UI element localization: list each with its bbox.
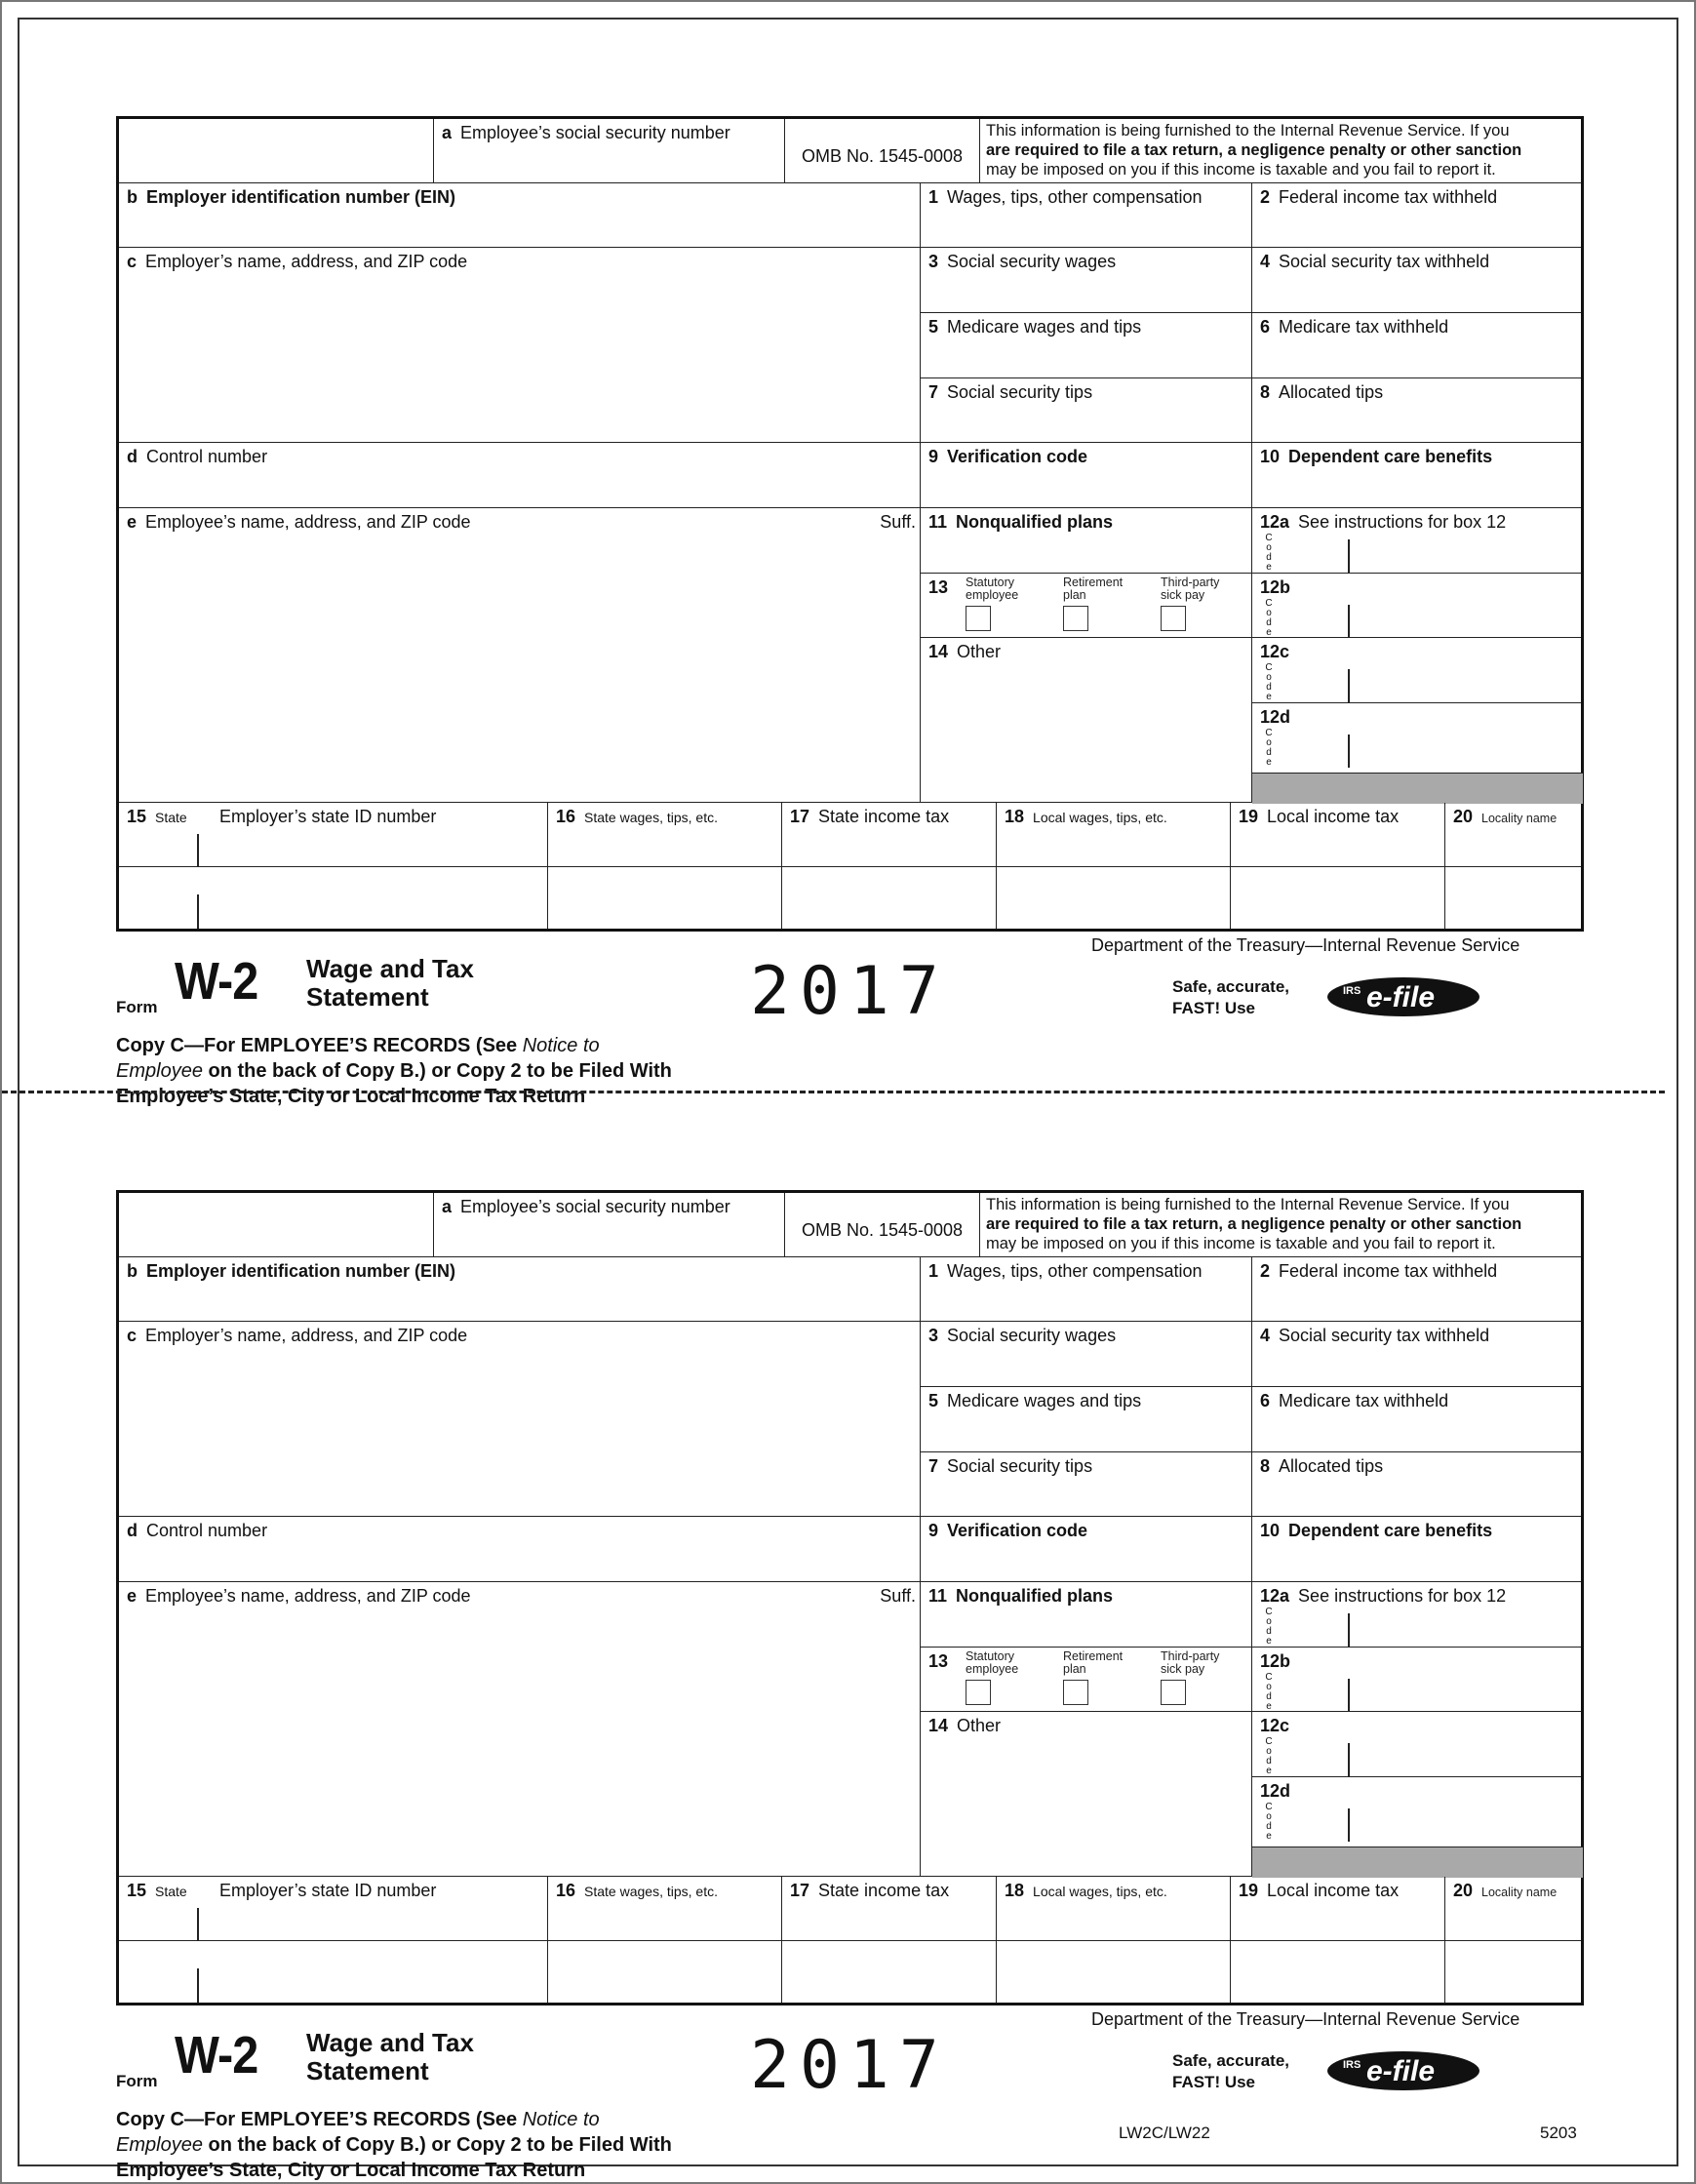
box-4[interactable]: 4 Social security tax withheld (1252, 1322, 1581, 1387)
box-e[interactable]: e Employee’s name, address, and ZIP code Suff. (119, 508, 921, 803)
local-row-2-wages[interactable] (997, 867, 1231, 929)
efile-slogan: Safe, accurate, FAST! Use (1172, 977, 1290, 1017)
suffix-label: Suff. (880, 512, 916, 532)
statutory-employee-checkbox[interactable] (966, 606, 991, 631)
box-12-shaded-area (1252, 773, 1583, 804)
state-row-2-tax[interactable] (782, 1941, 997, 2003)
blank-corner (119, 1193, 434, 1257)
box-16[interactable]: 16 State wages, tips, etc. (548, 803, 782, 867)
svg-text:e-file: e-file (1366, 981, 1436, 1013)
box-20[interactable]: 20 Locality name (1445, 1877, 1581, 1941)
local-row-2-locality[interactable] (1445, 1941, 1581, 2003)
box-18[interactable]: 18 Local wages, tips, etc. (997, 1877, 1231, 1941)
irs-notice: This information is being furnished to the Internal Revenue Service. If you are required to file a tax return, a negligence penalty or other sanction may be imposed on you if this income is taxable and you fail to report it. (980, 1193, 1581, 1257)
omb-number: OMB No. 1545-0008 (785, 1193, 980, 1257)
box-11[interactable]: 11 Nonqualified plans (921, 1582, 1252, 1648)
box-5[interactable]: 5 Medicare wages and tips (921, 313, 1252, 378)
box-12d[interactable]: 12d C o d e (1252, 703, 1581, 773)
box-6[interactable]: 6 Medicare tax withheld (1252, 313, 1581, 378)
box-e[interactable]: e Employee’s name, address, and ZIP code Suff. (119, 1582, 921, 1877)
copy-designation: Copy C—For EMPLOYEE’S RECORDS (See Notice to Employee on the back of Copy B.) or Copy 2 to be Filed With Employee’s State, City or Local Income Tax Return (116, 1035, 672, 1107)
box-b[interactable]: b Employer identification number (EIN) (119, 1257, 921, 1322)
box-4[interactable]: 4 Social security tax withheld (1252, 248, 1581, 313)
tax-year: 2017 (750, 2027, 949, 2104)
box-7[interactable]: 7 Social security tips (921, 378, 1252, 443)
box-d[interactable]: d Control number (119, 443, 921, 508)
box-12-shaded-area (1252, 1846, 1583, 1878)
box-14[interactable]: 14 Other (921, 638, 1252, 803)
box-10[interactable]: 10 Dependent care benefits (1252, 1517, 1581, 1582)
department-line: Department of the Treasury—Internal Revenue Service (1091, 2009, 1520, 2029)
box-3[interactable]: 3 Social security wages (921, 248, 1252, 313)
local-row-2-tax[interactable] (1231, 867, 1445, 929)
local-row-2-locality[interactable] (1445, 867, 1581, 929)
tax-year: 2017 (750, 953, 949, 1030)
w2-box-grid (116, 116, 1584, 932)
box-c[interactable]: c Employer’s name, address, and ZIP code (119, 248, 921, 443)
form-footer (116, 932, 1584, 1107)
w2-copy-top (116, 116, 1584, 1107)
box-9[interactable]: 9 Verification code (921, 1517, 1252, 1582)
box-12a[interactable]: 12a See instructions for box 12 C o d e (1252, 1582, 1581, 1648)
form-name: W-2 (175, 2026, 258, 2085)
w2-box-grid (116, 1190, 1584, 2005)
retirement-plan-checkbox[interactable] (1063, 606, 1088, 631)
box-13: 13 Statutory employee Retirement plan Third-party sick pay (921, 574, 1252, 638)
box-3[interactable]: 3 Social security wages (921, 1322, 1252, 1387)
department-line: Department of the Treasury—Internal Revenue Service (1091, 935, 1520, 955)
box-18[interactable]: 18 Local wages, tips, etc. (997, 803, 1231, 867)
w2-copy-bottom (116, 1190, 1584, 2181)
omb-number: OMB No. 1545-0008 (785, 119, 980, 183)
local-row-2-wages[interactable] (997, 1941, 1231, 2003)
irs-notice: This information is being furnished to the Internal Revenue Service. If you are required to file a tax return, a negligence penalty or other sanction may be imposed on you if this income is taxable and you fail to report it. (980, 119, 1581, 183)
state-row-2-wages[interactable] (548, 1941, 782, 2003)
box-15-state[interactable]: 15 State Employer’s state ID number (119, 1877, 548, 1941)
box-1[interactable]: 1 Wages, tips, other compensation (921, 183, 1252, 248)
box-20[interactable]: 20 Locality name (1445, 803, 1581, 867)
form-word: Form (116, 2072, 158, 2090)
box-b[interactable]: b Employer identification number (EIN) (119, 183, 921, 248)
perforation-line (2, 1091, 1665, 1093)
box-8[interactable]: 8 Allocated tips (1252, 378, 1581, 443)
svg-text:e-file: e-file (1366, 2055, 1436, 2087)
box-12a[interactable]: 12a See instructions for box 12 C o d e (1252, 508, 1581, 574)
form-word: Form (116, 998, 158, 1016)
box-8[interactable]: 8 Allocated tips (1252, 1452, 1581, 1517)
box-19[interactable]: 19 Local income tax (1231, 803, 1445, 867)
statutory-employee-checkbox[interactable] (966, 1680, 991, 1705)
box-17[interactable]: 17 State income tax (782, 1877, 997, 1941)
efile-slogan: Safe, accurate, FAST! Use (1172, 2051, 1290, 2091)
retirement-plan-checkbox[interactable] (1063, 1680, 1088, 1705)
box-7[interactable]: 7 Social security tips (921, 1452, 1252, 1517)
form-code: LW2C/LW22 (1119, 2124, 1210, 2142)
box-12d[interactable]: 12d C o d e (1252, 1777, 1581, 1846)
irs-efile-logo-icon (1325, 2048, 1481, 2093)
box-a[interactable]: a Employee’s social security number (434, 1193, 785, 1257)
form-footer (116, 2005, 1584, 2181)
box-2[interactable]: 2 Federal income tax withheld (1252, 183, 1581, 248)
svg-text:IRS: IRS (1343, 2059, 1361, 2071)
box-14[interactable]: 14 Other (921, 1712, 1252, 1877)
box-13: 13 Statutory employee Retirement plan Third-party sick pay (921, 1648, 1252, 1712)
box-16[interactable]: 16 State wages, tips, etc. (548, 1877, 782, 1941)
box-12b[interactable]: 12b C o d e (1252, 574, 1581, 638)
form-title: Wage and Tax Statement (306, 954, 474, 1012)
box-12b[interactable]: 12b C o d e (1252, 1648, 1581, 1712)
form-name: W-2 (175, 952, 258, 1011)
box-2[interactable]: 2 Federal income tax withheld (1252, 1257, 1581, 1322)
box-10[interactable]: 10 Dependent care benefits (1252, 443, 1581, 508)
state-row-2-tax[interactable] (782, 867, 997, 929)
stock-number: 5203 (1540, 2124, 1577, 2142)
box-5[interactable]: 5 Medicare wages and tips (921, 1387, 1252, 1452)
box-6[interactable]: 6 Medicare tax withheld (1252, 1387, 1581, 1452)
box-12c[interactable]: 12c C o d e (1252, 1712, 1581, 1777)
third-party-sick-pay-checkbox[interactable] (1161, 606, 1186, 631)
box-9[interactable]: 9 Verification code (921, 443, 1252, 508)
form-title: Wage and Tax Statement (306, 2028, 474, 2085)
irs-efile-logo-icon (1325, 974, 1481, 1019)
state-row-2-wages[interactable] (548, 867, 782, 929)
box-19[interactable]: 19 Local income tax (1231, 1877, 1445, 1941)
box-11[interactable]: 11 Nonqualified plans (921, 508, 1252, 574)
box-a[interactable]: a Employee’s social security number (434, 119, 785, 183)
copy-designation: Copy C—For EMPLOYEE’S RECORDS (See Notice to Employee on the back of Copy B.) or Copy 2 to be Filed With Employee’s State, City or Local Income Tax Return (116, 2109, 672, 2181)
local-row-2-tax[interactable] (1231, 1941, 1445, 2003)
state-row-2-state[interactable] (119, 1941, 548, 2003)
box-1[interactable]: 1 Wages, tips, other compensation (921, 1257, 1252, 1322)
state-row-2-state[interactable] (119, 867, 548, 929)
third-party-sick-pay-checkbox[interactable] (1161, 1680, 1186, 1705)
svg-text:IRS: IRS (1343, 985, 1361, 997)
box-c[interactable]: c Employer’s name, address, and ZIP code (119, 1322, 921, 1517)
box-15-state[interactable]: 15 State Employer’s state ID number (119, 803, 548, 867)
blank-corner (119, 119, 434, 183)
box-d[interactable]: d Control number (119, 1517, 921, 1582)
box-12c[interactable]: 12c C o d e (1252, 638, 1581, 703)
suffix-label: Suff. (880, 1586, 916, 1606)
box-17[interactable]: 17 State income tax (782, 803, 997, 867)
